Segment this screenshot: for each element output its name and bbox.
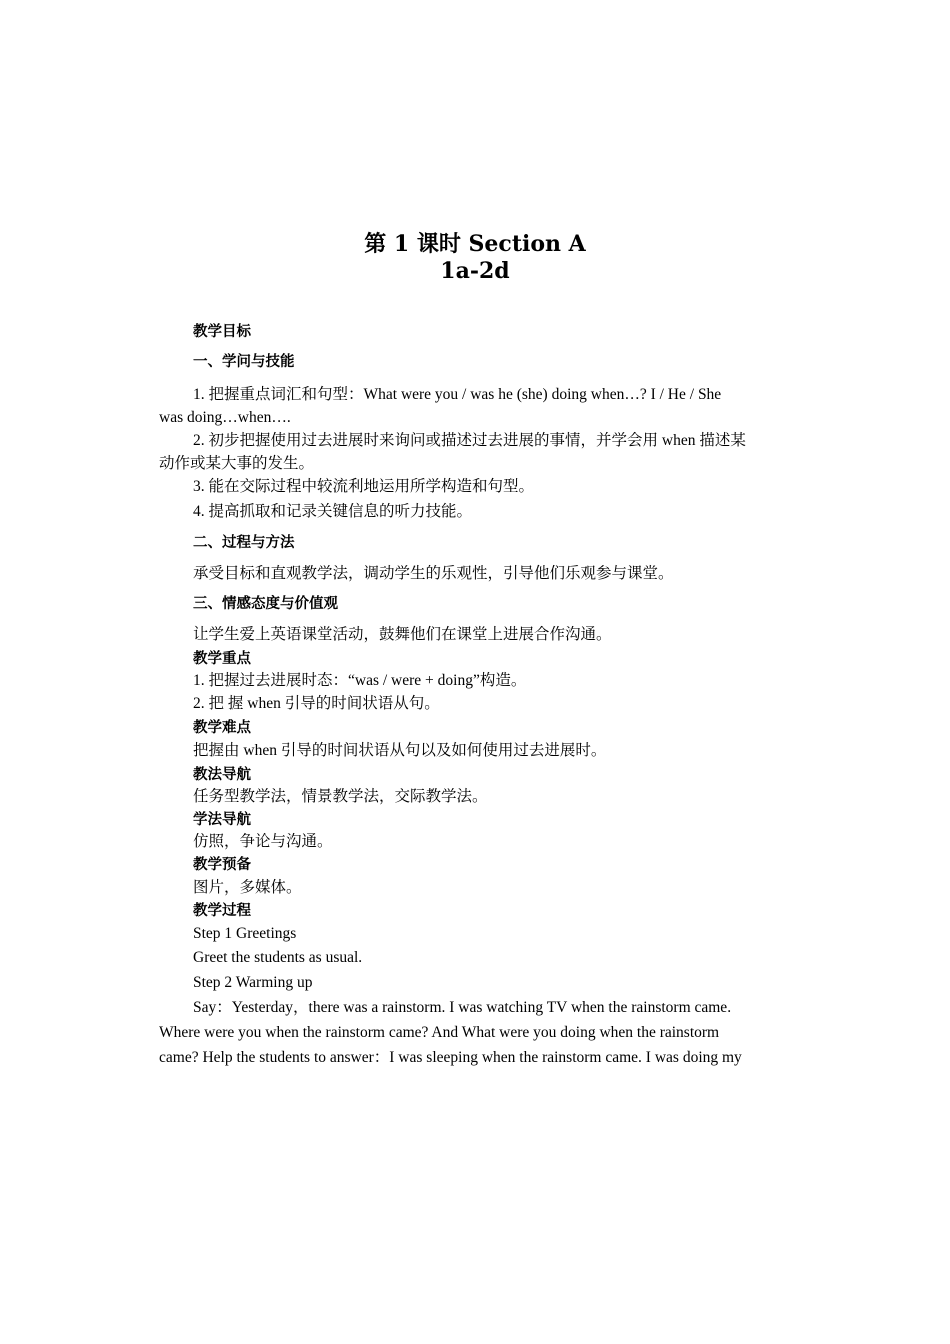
teaching-method-text: 任务型教学法，情景教学法，交际教学法。	[193, 788, 488, 805]
key-point-2: 2. 把 握 when 引导的时间状语从句。	[193, 695, 440, 712]
objective-4: 4. 提高抓取和记录关键信息的听力技能。	[193, 503, 473, 520]
lesson-subtitle: 1a-2d	[440, 258, 510, 284]
step-1-title: Step 1 Greetings	[193, 925, 297, 942]
study-method-heading: 学法导航	[193, 812, 251, 828]
teaching-method-heading: 教法导航	[193, 767, 251, 783]
warmup-text-line1: Say：Yesterday，there was a rainstorm. I was watching TV when the rainstorm came.	[193, 999, 732, 1016]
objective-1-line2: was doing…when….	[159, 409, 291, 426]
part2-heading: 二、过程与方法	[193, 535, 295, 551]
objective-3: 3. 能在交际过程中较流利地运用所学构造和句型。	[193, 478, 535, 495]
process-heading: 教学过程	[193, 903, 251, 919]
preparation-heading: 教学预备	[193, 857, 251, 873]
study-method-text: 仿照，争论与沟通。	[193, 833, 333, 850]
difficult-points-heading: 教学难点	[193, 720, 251, 736]
warmup-text-line2: Where were you when the rainstorm came? And What were you doing when the rainstorm	[159, 1024, 720, 1041]
part1-heading: 一、学问与技能	[193, 354, 295, 370]
step-1-text: Greet the students as usual.	[193, 949, 363, 966]
lesson-title: 第 1 课时 Section A	[364, 231, 586, 257]
preparation-text: 图片，多媒体。	[193, 879, 302, 896]
part3-text: 让学生爱上英语课堂活动，鼓舞他们在课堂上进展合作沟通。	[193, 626, 612, 643]
objective-2-line2: 动作或某大事的发生。	[159, 455, 315, 472]
step-2-title: Step 2 Warming up	[193, 974, 313, 991]
warmup-text-line3: came? Help the students to answer：I was sleeping when the rainstorm came. I was doing my	[159, 1049, 742, 1066]
key-point-1: 1. 把握过去进展时态：“was / were + doing”构造。	[193, 672, 527, 689]
objective-2-line1: 2. 初步把握使用过去进展时来询问或描述过去进展的事情，并学会用 when 描述某	[193, 432, 746, 449]
objectives-heading: 教学目标	[193, 324, 251, 340]
objective-1-line1: 1. 把握重点词汇和句型：What were you / was he (she) doing when…? I / He / She	[193, 386, 722, 403]
key-points-heading: 教学重点	[193, 651, 251, 667]
part2-text: 承受目标和直观教学法，调动学生的乐观性，引导他们乐观参与课堂。	[193, 565, 674, 582]
difficult-points-text: 把握由 when 引导的时间状语从句以及如何使用过去进展时。	[193, 742, 607, 759]
part3-heading: 三、情感态度与价值观	[193, 596, 338, 612]
